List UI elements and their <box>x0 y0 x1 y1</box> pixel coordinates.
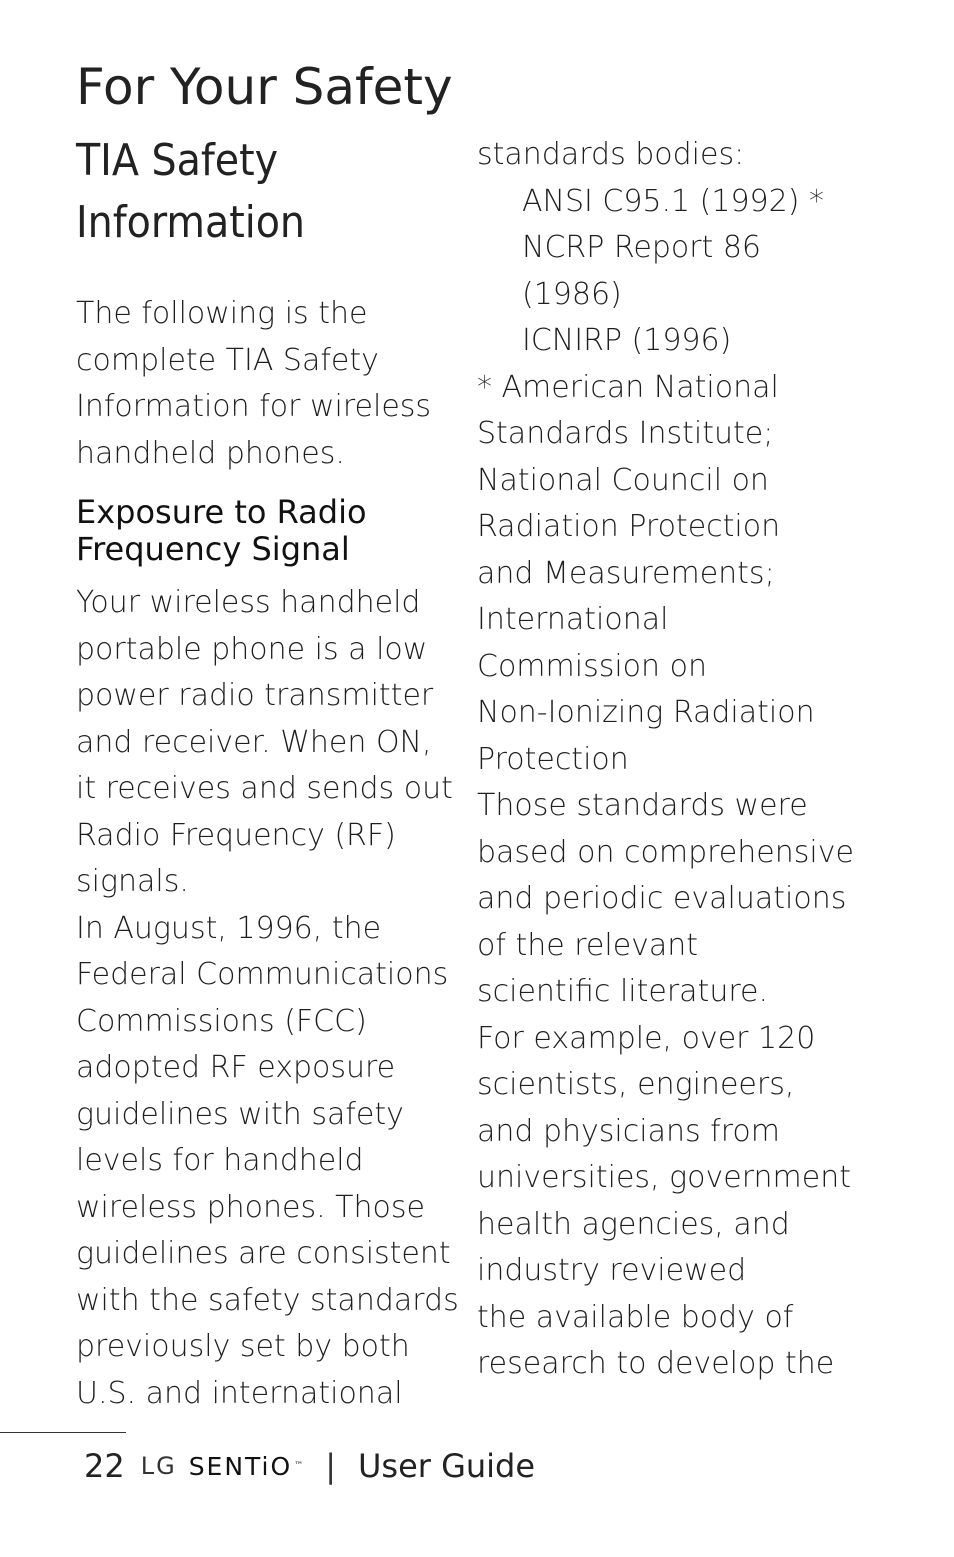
text-line: Those standards were <box>477 788 808 823</box>
text-line: In August, 1996, the <box>76 910 382 946</box>
model-name: SENTiO <box>188 1451 293 1481</box>
text-line: the available body of <box>477 1299 794 1335</box>
standards-list-item: ICNIRP (1996) <box>522 323 732 358</box>
text-line: U.S. and international <box>76 1375 403 1411</box>
text-line: Commission on <box>477 648 707 684</box>
guide-label: User Guide <box>357 1447 536 1485</box>
standards-list-item: NCRP Report 86 <box>522 230 762 265</box>
text-line: previously set by both <box>76 1329 410 1364</box>
text-line: and Measurements; <box>477 555 775 591</box>
text-line: Standards Institute; <box>477 416 774 451</box>
text-line: levels for handheld <box>76 1143 364 1178</box>
text-line: Commissions (FCC) <box>76 1003 367 1039</box>
text-line: guidelines are consistent <box>76 1236 451 1271</box>
subheading-line: Exposure to Radio <box>76 493 367 531</box>
text-line: Protection <box>477 741 629 777</box>
text-line: industry reviewed <box>477 1253 747 1288</box>
text-line: International <box>477 602 669 637</box>
page-title <box>76 130 456 254</box>
footer-divider <box>0 1432 126 1433</box>
page-number: 22 <box>84 1447 125 1485</box>
text-line: and receiver. When ON, <box>76 724 432 760</box>
text-line: guidelines with safety <box>76 1096 404 1132</box>
text-line: complete TIA Safety <box>76 342 379 378</box>
text-line: For example, over 120 <box>477 1020 816 1056</box>
footer-separator: | <box>325 1447 336 1485</box>
text-line: universities, government <box>477 1160 851 1195</box>
trademark-mark: ™ <box>294 1461 304 1471</box>
text-line: and periodic evaluations <box>477 881 847 916</box>
page-footer <box>84 1443 535 1489</box>
text-line: wireless phones. Those <box>76 1189 425 1225</box>
text-line: health agencies, and <box>477 1206 790 1242</box>
standards-list-item: (1986) <box>522 276 622 312</box>
text-line: portable phone is a low <box>76 631 428 667</box>
text-line: Non-Ionizing Radiation <box>477 695 815 730</box>
brand-logo-text: LG <box>140 1452 177 1480</box>
text-line: handheld phones. <box>76 435 345 471</box>
title-line: TIA Safety <box>76 135 279 186</box>
right-body-text <box>477 132 854 1388</box>
text-line: it receives and sends out <box>76 771 453 806</box>
text-line: adopted RF exposure <box>76 1050 396 1085</box>
title-line: Information <box>76 197 306 248</box>
text-line: power radio transmitter <box>76 678 434 713</box>
text-line: signals. <box>76 864 189 899</box>
standards-list-item: ANSI C95.1 (1992) * <box>522 183 824 219</box>
subheading-line: Frequency Signal <box>76 530 350 568</box>
text-line: Radiation Protection <box>477 509 781 544</box>
text-line: Information for wireless <box>76 389 432 424</box>
text-line: standards bodies: <box>477 137 745 172</box>
text-line: The following is the <box>76 296 368 331</box>
text-line: with the safety standards <box>76 1282 459 1318</box>
text-line: Your wireless handheld <box>76 585 421 620</box>
subheading <box>76 494 367 568</box>
text-line: and physicians from <box>477 1113 780 1149</box>
section-header: For Your Safety <box>76 58 453 116</box>
text-line: scientific literature. <box>477 974 769 1009</box>
left-body-text <box>76 580 459 1417</box>
text-line: of the relevant <box>477 927 699 963</box>
intro-paragraph <box>76 291 431 477</box>
text-line: scientists, engineers, <box>477 1067 795 1102</box>
text-line: Federal Communications <box>76 957 449 992</box>
text-line: * American National <box>477 369 779 405</box>
text-line: research to develop the <box>477 1346 835 1381</box>
text-line: based on comprehensive <box>477 834 854 870</box>
text-line: National Council on <box>477 462 769 498</box>
text-line: Radio Frequency (RF) <box>76 817 396 853</box>
